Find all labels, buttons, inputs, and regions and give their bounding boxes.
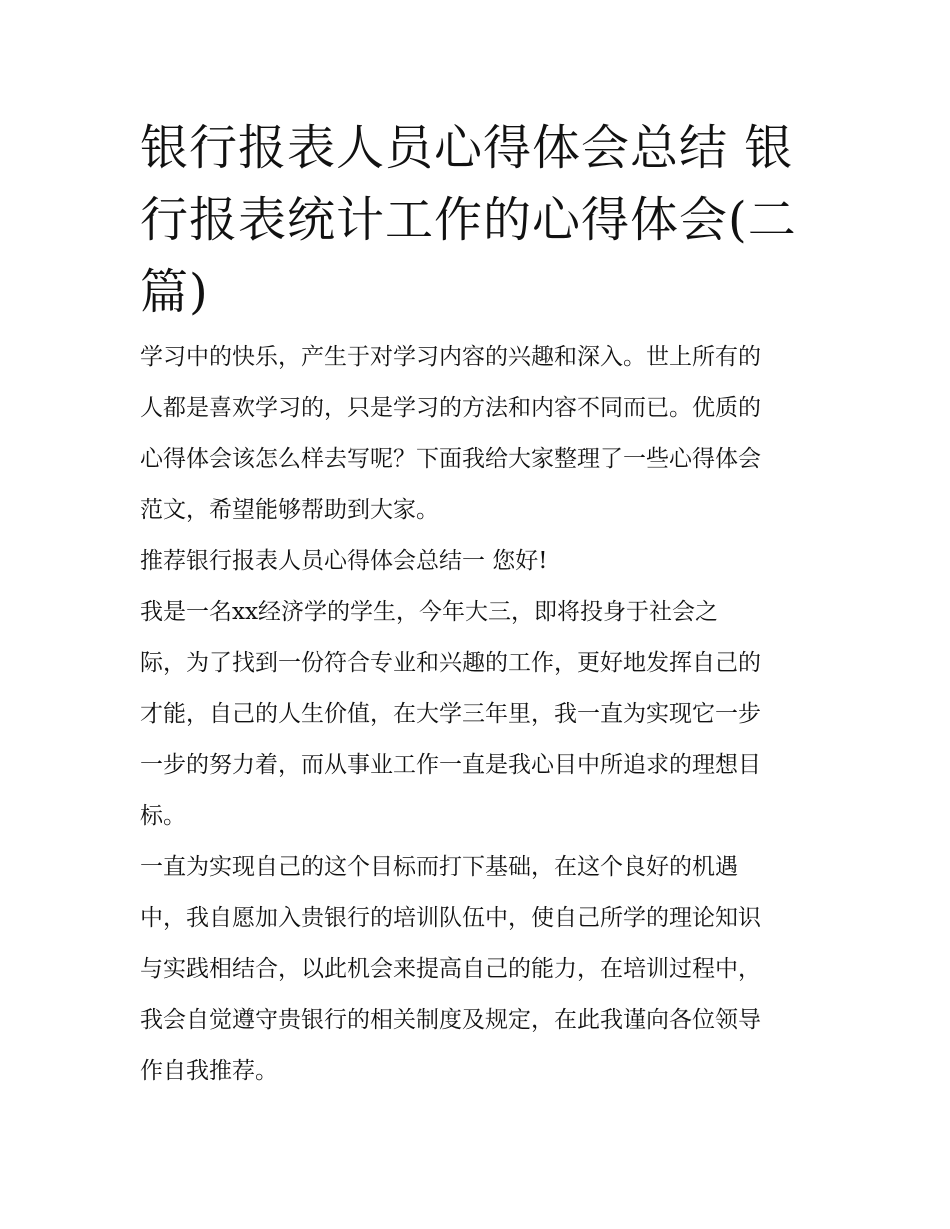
- text-line: 学习中的快乐，产生于对学习内容的兴趣和深入。世上所有的: [140, 344, 761, 370]
- document-body: [140, 332, 812, 1097]
- text-line: 一步的努力着，而从事业工作一直是我心目中所追求的理想目: [140, 752, 761, 778]
- text-line: 标。: [140, 803, 186, 829]
- text-line: 人都是喜欢学习的，只是学习的方法和内容不同而已。优质的: [140, 395, 761, 421]
- text-line: 中，我自愿加入贵银行的培训队伍中，使自己所学的理论知识: [140, 905, 761, 931]
- paragraph-heading: [140, 536, 812, 587]
- text-line: 我是一名xx经济学的学生，今年大三，即将投身于社会之: [140, 599, 718, 625]
- paragraph-training: [140, 842, 812, 1097]
- title-line: 银行报表人员心得体会总结 银: [140, 120, 794, 176]
- paragraph-self-introduction: [140, 587, 812, 842]
- text-line: 推荐银行报表人员心得体会总结一 您好!: [140, 548, 548, 574]
- paragraph-intro: [140, 332, 812, 536]
- text-line: 才能，自己的人生价值，在大学三年里，我一直为实现它一步: [140, 701, 761, 727]
- text-line: 我会自觉遵守贵银行的相关制度及规定，在此我谨向各位领导: [140, 1007, 761, 1033]
- title-line: 篇): [140, 264, 209, 320]
- title-line: 行报表统计工作的心得体会(二: [140, 192, 797, 248]
- text-line: 作自我推荐。: [140, 1058, 278, 1084]
- text-line: 一直为实现自己的这个目标而打下基础，在这个良好的机遇: [140, 854, 738, 880]
- text-line: 范文，希望能够帮助到大家。: [140, 497, 439, 523]
- text-line: 心得体会该怎么样去写呢？下面我给大家整理了一些心得体会: [140, 446, 761, 472]
- text-line: 与实践相结合，以此机会来提高自己的能力，在培训过程中，: [140, 956, 761, 982]
- text-line: 际，为了找到一份符合专业和兴趣的工作，更好地发挥自己的: [140, 650, 761, 676]
- document-title: [140, 112, 812, 328]
- document-page: [140, 112, 812, 1097]
